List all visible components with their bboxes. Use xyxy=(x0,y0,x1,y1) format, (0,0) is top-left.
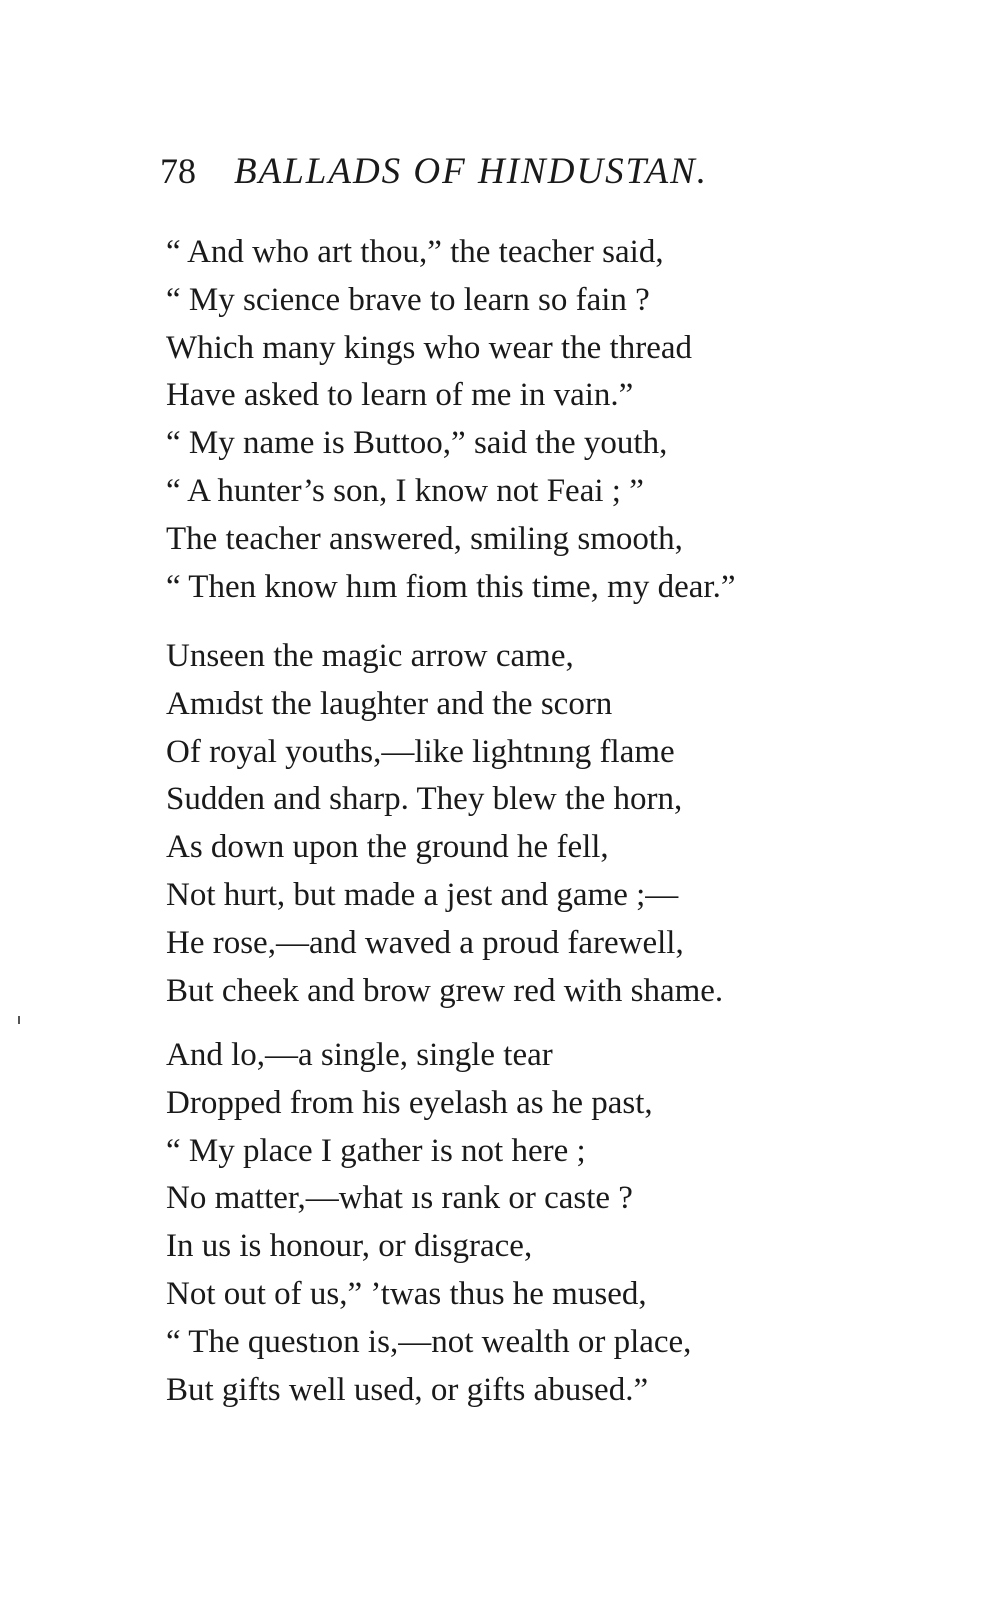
page-number: 78 xyxy=(160,151,196,191)
verse-line: Not hurt, but made a jest and game ;— xyxy=(166,876,679,913)
verse-line: “ My name is Buttoo,” said the youth, xyxy=(166,425,668,462)
verse-line: He rose,—and waved a proud farewell, xyxy=(166,924,684,961)
verse-line: Not out of us,” ’twas thus he mused, xyxy=(166,1275,647,1312)
running-title: BALLADS OF HINDUSTAN. xyxy=(234,151,709,192)
verse-line: Have asked to learn of me in vain.” xyxy=(166,377,634,414)
verse-line: “ My place I gather is not here ; xyxy=(166,1132,586,1169)
verse-line: But gifts well used, or gifts abused.” xyxy=(166,1371,649,1408)
verse-line: Dropped from his eyelash as he past, xyxy=(166,1084,653,1121)
verse-line: As down upon the ground he fell, xyxy=(166,829,609,866)
verse-line: But cheek and brow grew red with shame. xyxy=(166,972,724,1009)
verse-line: Unseen the magic arrow came, xyxy=(166,638,574,674)
scan-speck xyxy=(18,1016,20,1024)
verse-line: The teacher answered, smiling smooth, xyxy=(166,520,683,557)
verse-line: Of royal youths,—like lightnıng flame xyxy=(166,733,675,770)
verse-line: “ A hunter’s son, I know not Feai ; ” xyxy=(166,472,644,509)
verse-line: “ And who art thou,” the teacher said, xyxy=(166,234,664,270)
verse-line: “ The questıon is,—not wealth or place, xyxy=(166,1323,692,1360)
verse-line: No matter,—what ıs rank or caste ? xyxy=(166,1180,633,1217)
stanza xyxy=(166,1032,691,1414)
verse-line: “ Then know hım fiom this time, my dear.” xyxy=(166,568,736,605)
stanza xyxy=(166,229,735,611)
stanza xyxy=(166,633,723,1015)
verse-line: Sudden and sharp. They blew the horn, xyxy=(166,781,683,818)
verse-line: And lo,—a single, single tear xyxy=(166,1037,553,1073)
page-header xyxy=(160,150,708,193)
verse-line: Amıdst the laughter and the scorn xyxy=(166,685,613,722)
verse-line: Which many kings who wear the thread xyxy=(166,329,693,366)
verse-line: In us is honour, or disgrace, xyxy=(166,1228,533,1265)
verse-line: “ My science brave to learn so fain ? xyxy=(166,281,650,318)
